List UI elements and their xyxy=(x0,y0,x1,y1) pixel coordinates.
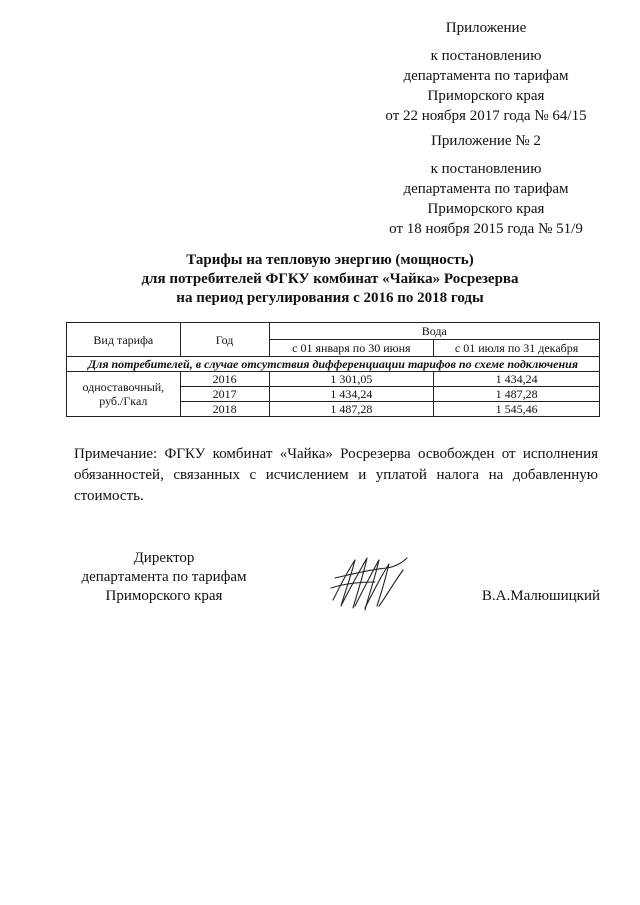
table-row xyxy=(67,372,600,387)
appendix-line: департамента по тарифам xyxy=(403,68,569,84)
signatory-title-line: Приморского края xyxy=(105,588,223,604)
value-cell: 1 487,28 xyxy=(269,402,434,417)
title-line: на период регулирования с 2016 по 2018 годы xyxy=(176,290,484,306)
value-cell: 1 487,28 xyxy=(434,387,600,402)
appendix-line: к постановлению xyxy=(430,48,542,64)
title-line: для потребителей ФГКУ комбинат «Чайка» Росрезерва xyxy=(141,271,519,287)
signatory-title-line: департамента по тарифам xyxy=(81,569,247,585)
value-cell: 1 301,05 xyxy=(269,372,434,387)
appendix2-line: к постановлению xyxy=(430,161,542,177)
handwritten-signature-icon xyxy=(325,548,415,618)
title-line: Тарифы на тепловую энергию (мощность) xyxy=(186,252,474,268)
tariff-unit-line: руб./Гкал xyxy=(99,394,148,408)
header-water: Вода xyxy=(269,323,599,340)
year-cell: 2016 xyxy=(180,372,269,387)
header-year: Год xyxy=(180,323,269,357)
header-period-2: с 01 июля по 31 декабря xyxy=(434,340,600,357)
appendix2-line: Приморского края xyxy=(427,201,545,217)
tariff-table xyxy=(66,322,600,417)
appendix-header xyxy=(378,18,594,126)
appendix2-header xyxy=(378,131,594,239)
appendix-title: Приложение xyxy=(445,20,527,36)
year-cell: 2018 xyxy=(180,402,269,417)
signatory-title-line: Директор xyxy=(133,550,195,566)
appendix-line: от 22 ноября 2017 года № 64/15 xyxy=(385,108,587,124)
table-header-row xyxy=(67,323,600,340)
signatory-name: В.А.Малюшицкий xyxy=(481,588,600,604)
table-section-row xyxy=(67,357,600,372)
year-cell: 2017 xyxy=(180,387,269,402)
appendix2-line: департамента по тарифам xyxy=(403,181,569,197)
value-cell: 1 434,24 xyxy=(434,372,600,387)
signatory-title xyxy=(64,549,264,606)
value-cell: 1 434,24 xyxy=(269,387,434,402)
appendix-line: Приморского края xyxy=(427,88,545,104)
note-paragraph: Примечание: ФГКУ комбинат «Чайка» Росрезерва освобожден от исполнения обязанностей, связанных с исчислением и уплатой налога на добавленную стоимость. xyxy=(74,446,598,504)
value-cell: 1 545,46 xyxy=(434,402,600,417)
tariff-type-line: одноставочный, xyxy=(82,380,165,394)
header-period-1: с 01 января по 30 июня xyxy=(269,340,434,357)
tariff-type-cell xyxy=(67,372,181,417)
document-title xyxy=(60,251,600,308)
header-tariff-type: Вид тарифа xyxy=(67,323,181,357)
appendix2-title: Приложение № 2 xyxy=(431,133,541,149)
appendix2-line: от 18 ноября 2015 года № 51/9 xyxy=(389,221,583,237)
section-label: Для потребителей, в случае отсутствия дифференциации тарифов по схеме подключения xyxy=(67,357,600,372)
